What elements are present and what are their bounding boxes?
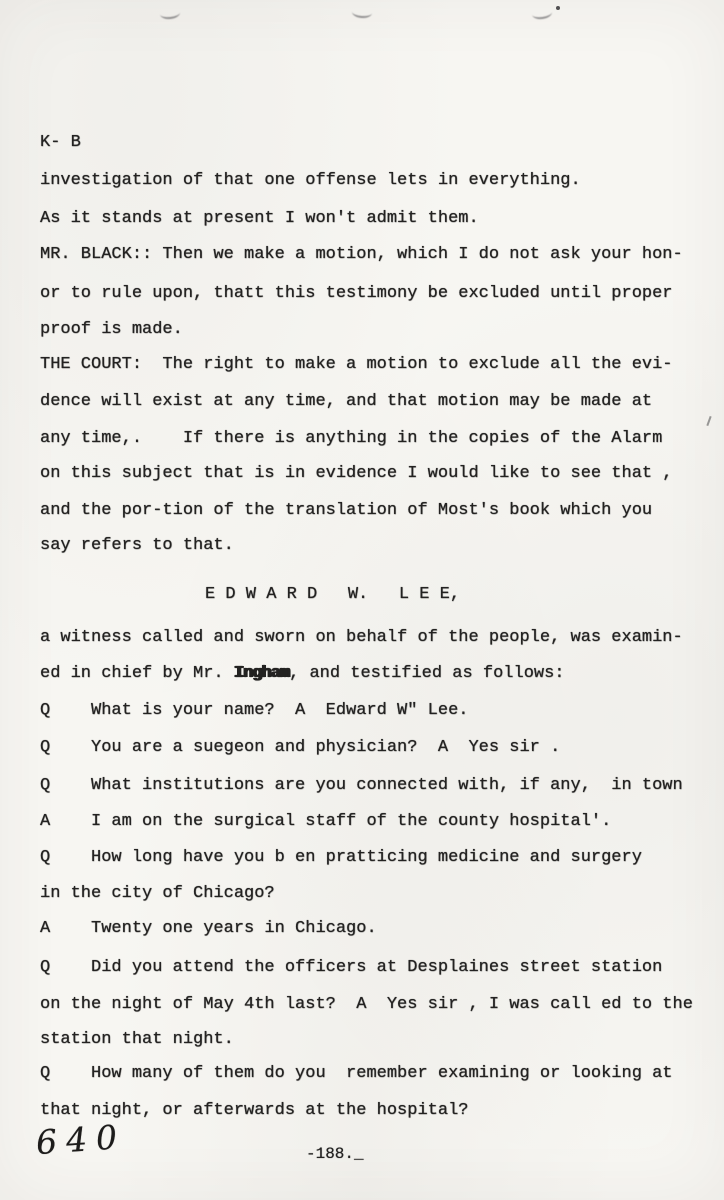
transcript-line: that night, or afterwards at the hospital?	[40, 1101, 469, 1120]
transcript-line: Q How many of them do you remember examining or looking at	[40, 1064, 673, 1083]
transcript-line: or to rule upon, thatt this testimony be excluded until proper	[40, 284, 673, 303]
transcript-line: Q You are a suegeon and physician? A Yes sir .	[40, 738, 561, 757]
transcript-line: on the night of May 4th last? A Yes sir , I was call ed to the	[40, 995, 693, 1014]
ink-smudge	[159, 7, 180, 20]
page-number: -188._	[306, 1145, 364, 1163]
transcript-line: investigation of that one offense lets in everything.	[40, 171, 581, 190]
transcript-line	[40, 664, 565, 684]
transcript-line: station that night.	[40, 1030, 234, 1049]
transcript-line: A Twenty one years in Chicago.	[40, 919, 377, 938]
ink-smudge	[531, 7, 552, 21]
ink-smudge	[556, 6, 560, 10]
transcript-line: say refers to that.	[40, 536, 234, 555]
transcript-line: THE COURT: The right to make a motion to exclude all the evi-	[40, 355, 673, 374]
transcript-line: Q How long have you b en pratticing medicine and surgery	[40, 848, 642, 867]
transcript-line: a witness called and sworn on behalf of the people, was examin-	[40, 628, 683, 647]
transcript-line: Q What is your name? A Edward W" Lee.	[40, 701, 469, 720]
ink-smudge	[352, 6, 373, 18]
transcript-line: in the city of Chicago?	[40, 884, 275, 903]
transcript-line: A I am on the surgical staff of the county hospital'.	[40, 812, 612, 831]
overstruck-name: Ingham	[233, 664, 290, 683]
transcript-line: and the por-tion of the translation of Most's book which you	[40, 501, 653, 520]
transcript-line: dence will exist at any time, and that motion may be made at	[40, 392, 653, 411]
witness-heading: E D W A R D W. L E E,	[205, 585, 461, 604]
ink-smudge	[706, 416, 711, 426]
transcript-line: proof is made.	[40, 320, 183, 339]
transcript-line: MR. BLACK:: Then we make a motion, which I do not ask your hon-	[40, 245, 683, 264]
header-code: K- B	[40, 133, 81, 152]
transcript-line: Q What institutions are you connected with, if any, in town	[40, 776, 683, 795]
transcript-line: any time,. If there is anything in the copies of the Alarm	[40, 429, 663, 448]
transcript-line: As it stands at present I won't admit them.	[40, 209, 479, 228]
line-text: , and testified as follows:	[289, 664, 565, 683]
transcript-line: Q Did you attend the officers at Desplaines street station	[40, 958, 663, 977]
transcript-line: on this subject that is in evidence I would like to see that ,	[40, 464, 673, 483]
handwritten-exhibit-number: 640	[34, 1116, 128, 1163]
line-text: ed in chief by Mr.	[40, 664, 234, 683]
